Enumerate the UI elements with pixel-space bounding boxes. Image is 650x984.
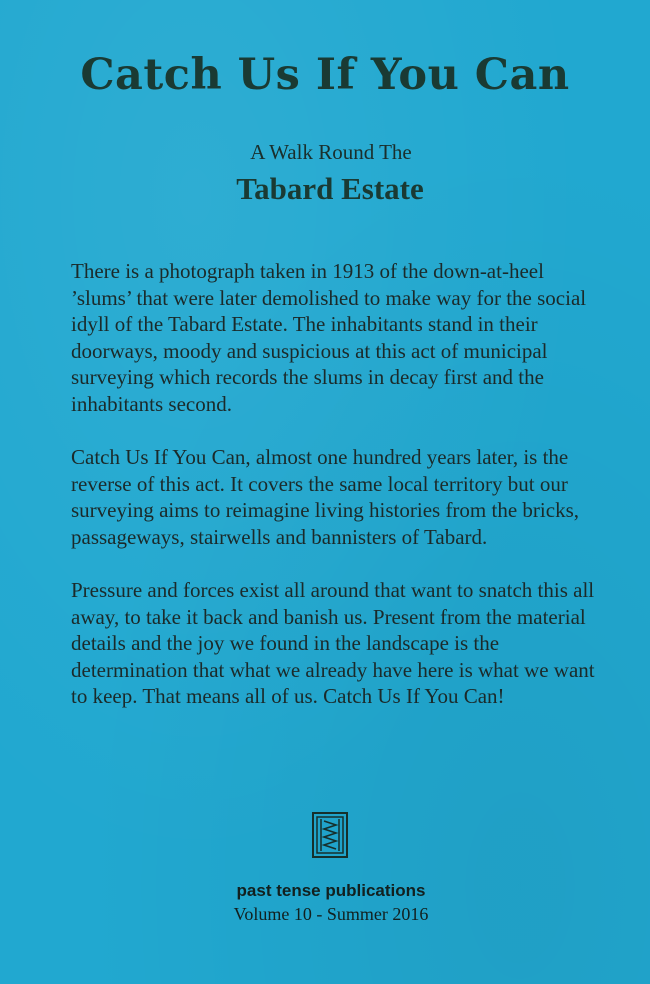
- cover-title: Catch Us If You Can: [80, 50, 570, 100]
- volume-info: Volume 10 - Summer 2016: [233, 904, 429, 924]
- cover-body: [71, 258, 601, 737]
- cover-subtitle: A Walk Round The: [250, 140, 412, 164]
- body-paragraph-2: Catch Us If You Can, almost one hundred years later, is the reverse of this act. It covers the same local territory but our surveying aims to reimagine living histories from the bricks, passageways, stairwells and bannisters of Tabard.: [71, 445, 579, 549]
- body-paragraph-3: Pressure and forces exist all around that want to snatch this all away, to take it back and banish us. Present from the material details and the joy we found in the landscape is the determination that what we already have here is what we want to keep. That means all of us. Catch Us If You Can!: [71, 578, 595, 708]
- estate-name: Tabard Estate: [236, 171, 424, 206]
- publisher-name: past tense publications: [236, 881, 426, 900]
- body-paragraph-1: There is a photograph taken in 1913 of the down-at-heel ’slums’ that were later demolished to make way for the social idyll of the Tabard Estate. The inhabitants stand in their doorways, moody and suspicious at this act of municipal surveying which records the slums in decay first and the inhabitants second.: [71, 259, 587, 416]
- framed-zigzag-emblem-icon: [312, 812, 348, 858]
